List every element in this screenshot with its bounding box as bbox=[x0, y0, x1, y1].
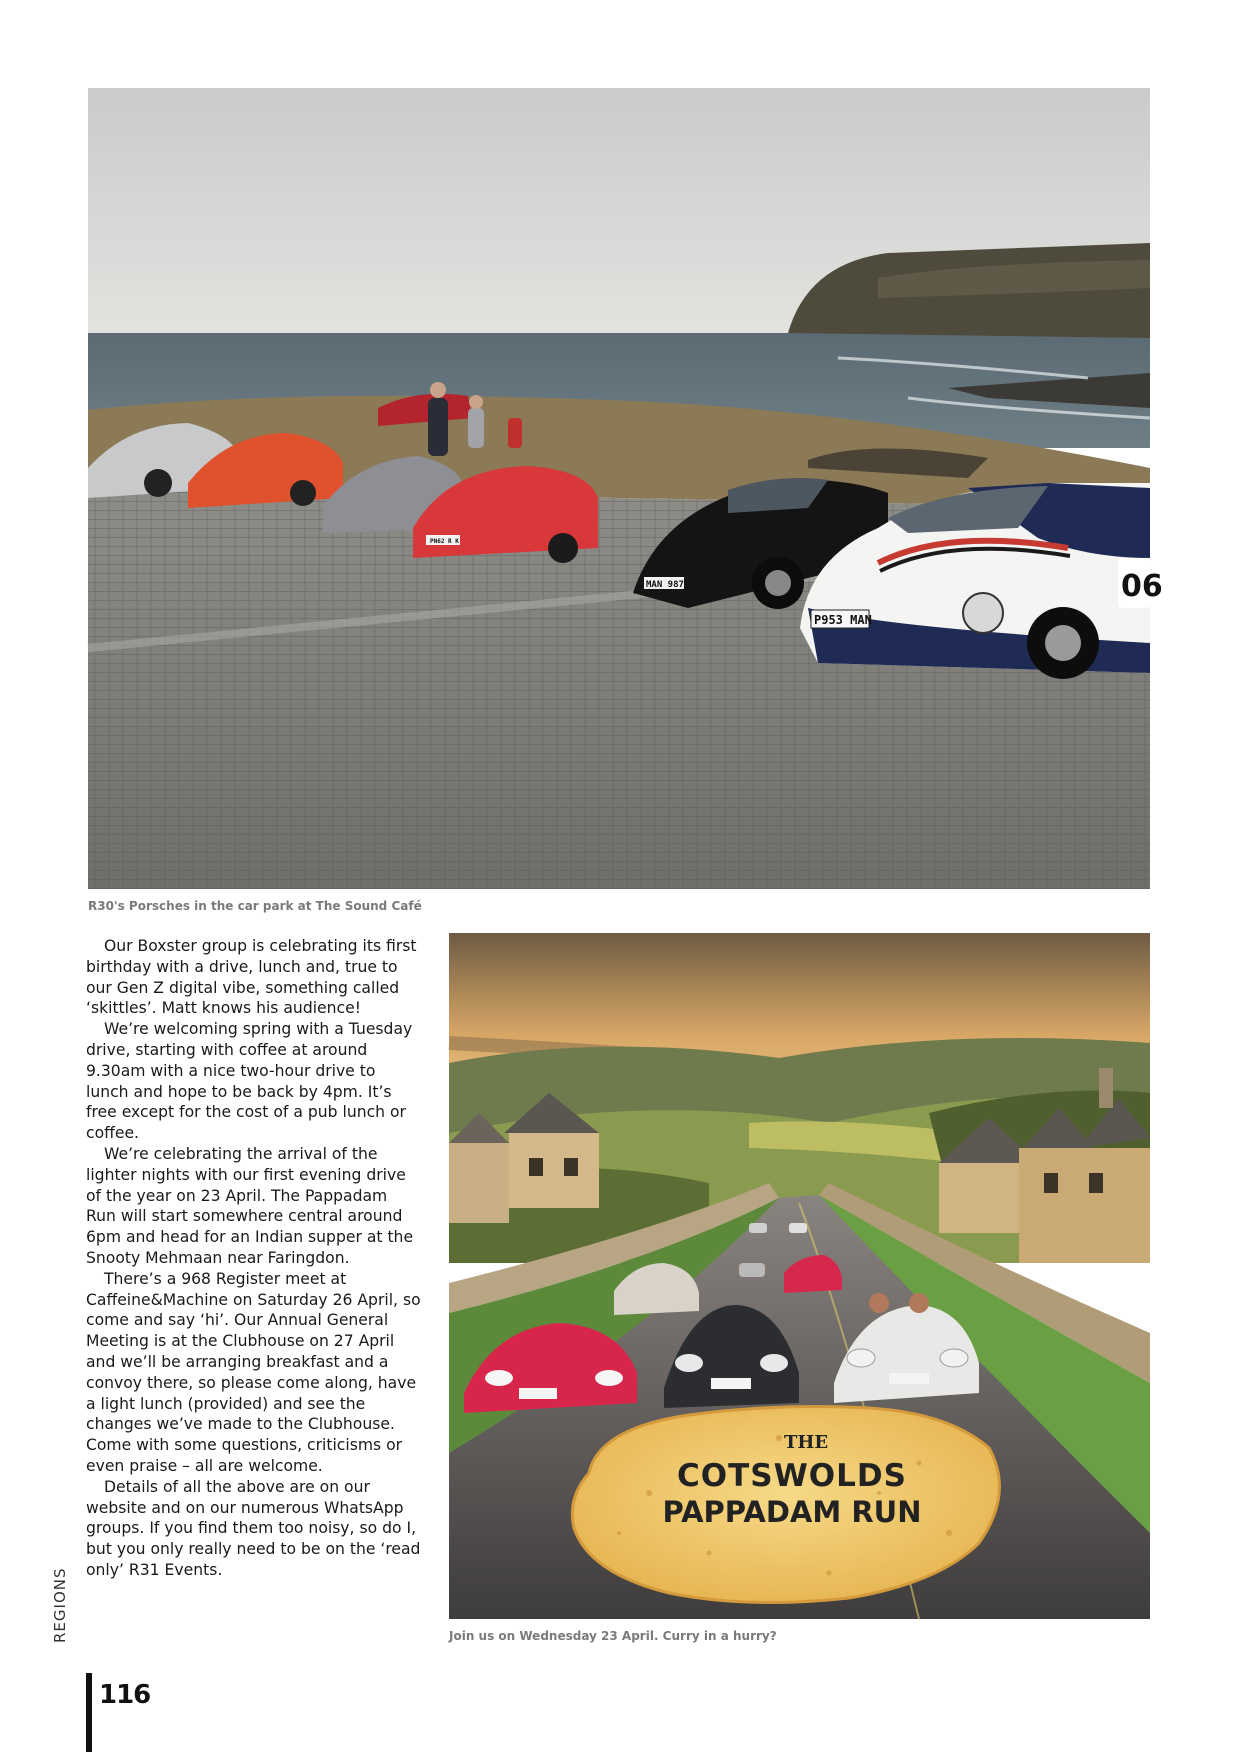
race-number: 06 bbox=[1121, 569, 1163, 604]
pappadam-run-illustration bbox=[449, 933, 1150, 1619]
article-paragraph: Our Boxster group is celebrating its first birthday with a drive, lunch and, true to our Gen Z digital vibe, something called ‘skittles’. Matt knows his audience! bbox=[86, 937, 417, 1018]
article-body bbox=[86, 936, 421, 1581]
pappadam-title-the: THE bbox=[783, 1432, 829, 1453]
page-number: 116 bbox=[99, 1680, 151, 1710]
pappadam-title-cotswolds: COTSWOLDS bbox=[677, 1458, 907, 1494]
rally-car-plate: P953 MAN bbox=[814, 613, 872, 627]
article-paragraph: We’re celebrating the arrival of the lighter nights with our first evening drive of the year on 23 April. The Pappadam Run will start somewhere central around 6pm and head for an Indian supper at the Snooty Mehmaan near Faringdon. bbox=[86, 1144, 414, 1267]
red-car-plate: PN62 R K bbox=[430, 538, 459, 545]
pappadam-title-run: PAPPADAM RUN bbox=[662, 1495, 922, 1529]
article-paragraph: There’s a 968 Register meet at Caffeine&Machine on Saturday 26 April, so come and say ‘hi’. Our Annual General Meeting is at the Clubhouse on 27 April and we’ll be arranging breakfast and a convoy there, so please come along, have a light lunch (provided) and see the changes we’ve made to the Clubhouse. Come with some questions, criticisms or even praise – all are welcome. bbox=[86, 1269, 421, 1475]
carpark-scene bbox=[88, 88, 1163, 889]
cotswolds-scene bbox=[449, 933, 1150, 1619]
section-label: REGIONS bbox=[51, 1567, 69, 1643]
top-photo-caption: R30's Porsches in the car park at The Sound Café bbox=[88, 899, 422, 913]
black-car-plate: MAN 987 E bbox=[646, 580, 695, 590]
article-paragraph: Details of all the above are on our website and on our numerous WhatsApp groups. If you find them too noisy, so do I, but you only really need to be on the ‘read only’ R31 Events. bbox=[86, 1477, 421, 1579]
article-paragraph: We’re welcoming spring with a Tuesday drive, starting with coffee at around 9.30am with a nice two-hour drive to lunch and hope to be back by 4pm. It’s free except for the cost of a pub lunch or coffee. bbox=[86, 1020, 413, 1143]
page-number-bar bbox=[86, 1673, 92, 1752]
side-photo-caption: Join us on Wednesday 23 April. Curry in a hurry? bbox=[449, 1629, 777, 1643]
carpark-porsches-photo bbox=[88, 88, 1163, 889]
